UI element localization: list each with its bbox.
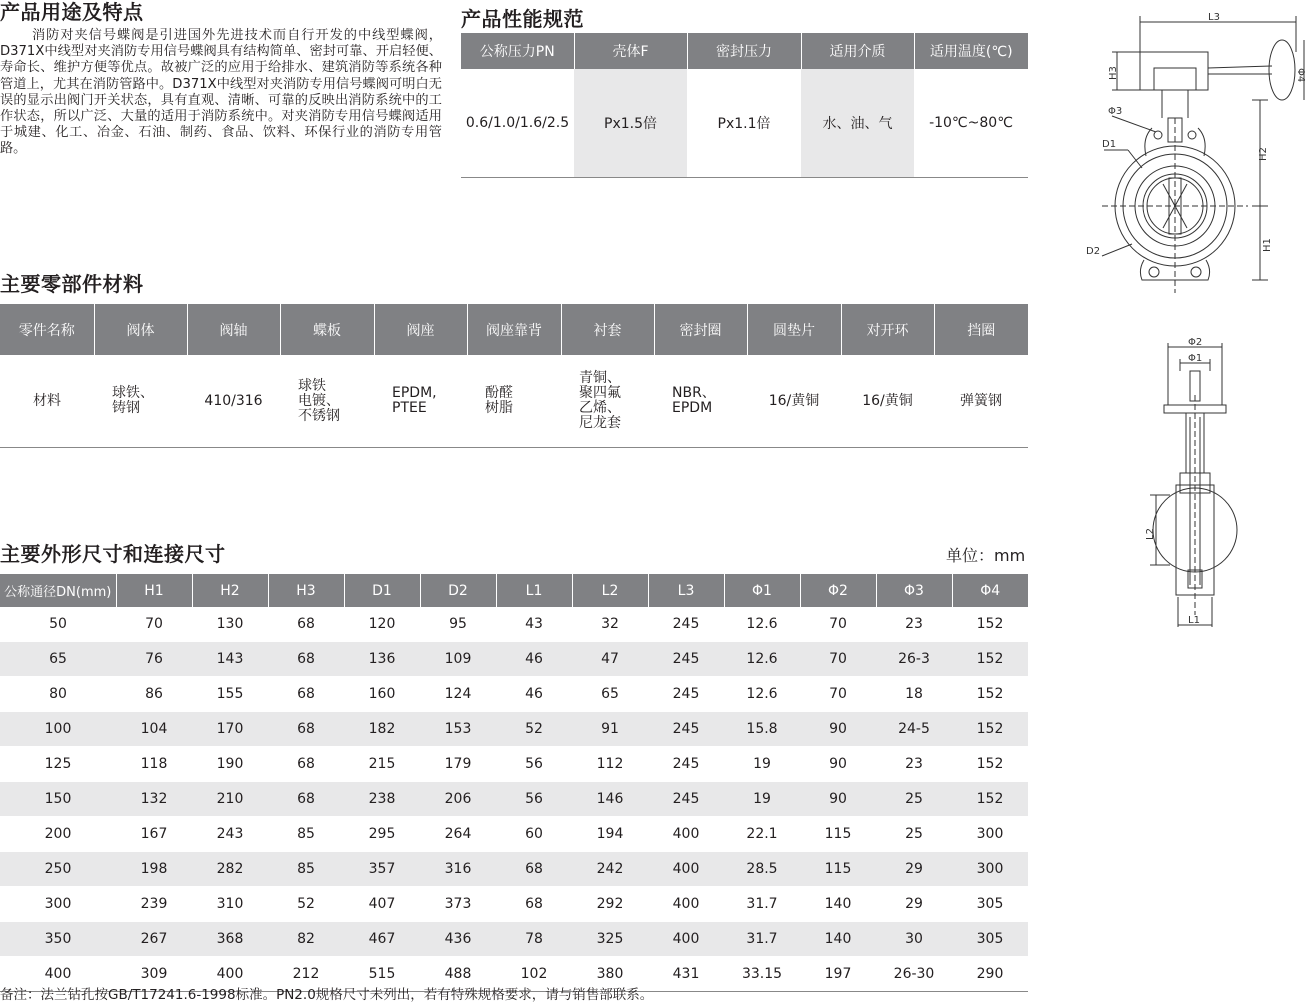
- label-L1: L1: [1188, 615, 1200, 626]
- dimensions-cell: 30: [876, 922, 952, 957]
- dimensions-cell: 194: [572, 817, 648, 852]
- dimensions-cell: 46: [496, 642, 572, 677]
- spec-header: 适用介质: [801, 33, 914, 69]
- dimensions-cell: 212: [268, 957, 344, 992]
- dimensions-cell: 153: [420, 712, 496, 747]
- dimensions-cell: 206: [420, 782, 496, 817]
- dimensions-cell: 357: [344, 852, 420, 887]
- dimensions-cell: 250: [0, 852, 116, 887]
- dimensions-cell: 167: [116, 817, 192, 852]
- dimensions-cell: 238: [344, 782, 420, 817]
- dimensions-cell: 115: [800, 852, 876, 887]
- dimensions-cell: 310: [192, 887, 268, 922]
- materials-cell-line: 不锈钢: [298, 407, 340, 424]
- dimensions-cell: 373: [420, 887, 496, 922]
- valve-side-view-drawing: [1130, 335, 1250, 635]
- dimensions-header: 公称通径DN(mm): [0, 574, 116, 607]
- materials-cell: [841, 355, 934, 448]
- label-phi4: Φ4: [1295, 68, 1306, 83]
- dimensions-cell: 68: [268, 712, 344, 747]
- dimensions-cell: 152: [952, 782, 1028, 817]
- materials-cell-line: EPDM: [672, 400, 713, 416]
- table-row: [0, 747, 1028, 782]
- table-row: [0, 852, 1028, 887]
- dimensions-cell: 90: [800, 782, 876, 817]
- dimensions-cell: 242: [572, 852, 648, 887]
- dimensions-cell: 18: [876, 677, 952, 712]
- label-phi3: Φ3: [1108, 106, 1123, 117]
- materials-header: 零件名称: [0, 304, 94, 355]
- dimensions-cell: 160: [344, 677, 420, 712]
- dimensions-cell: 182: [344, 712, 420, 747]
- dimensions-cell: 65: [0, 642, 116, 677]
- dimensions-cell: 245: [648, 642, 724, 677]
- dimensions-header: L3: [648, 574, 724, 607]
- dimensions-cell: 68: [268, 747, 344, 782]
- dimensions-cell: 309: [116, 957, 192, 992]
- dimensions-cell: 112: [572, 747, 648, 782]
- dimensions-cell: 26-30: [876, 957, 952, 992]
- dimensions-cell: 436: [420, 922, 496, 957]
- dimensions-cell: 24-5: [876, 712, 952, 747]
- label-D1: D1: [1102, 139, 1117, 150]
- materials-cell-line: 酚醛: [485, 385, 513, 401]
- dimensions-cell: 467: [344, 922, 420, 957]
- label-D2: D2: [1086, 246, 1101, 257]
- dimensions-section-title: 主要外形尺寸和连接尺寸: [0, 542, 226, 566]
- spec-cell: Px1.5倍: [574, 69, 687, 178]
- dimensions-cell: 488: [420, 957, 496, 992]
- dimensions-cell: 515: [344, 957, 420, 992]
- dimensions-cell: 267: [116, 922, 192, 957]
- materials-cell-line: 16/黄铜: [768, 392, 820, 409]
- table-row: [0, 782, 1028, 817]
- dimensions-cell: 245: [648, 782, 724, 817]
- dimensions-cell: 368: [192, 922, 268, 957]
- dimensions-cell: 68: [268, 607, 344, 642]
- intro-paragraph: 消防对夹信号蝶阀是引进国外先进技术而自行开发的中线型蝶阀，D371X中线型对夹消防专用信号蝶阀具有结构简单、密封可靠、开启轻便、寿命长、维护方便等优点。故被广泛的应用于给排水、建筑消防等系统各种管道上，尤其在消防管路中。D371X中线型对夹消防专用信号蝶阀可明白无误的显示出阀门开关状态，具有直观、清晰、可靠的反映出消防系统中的工作状态，所以广泛、大量的适用于消防系统中。对夹消防专用信号蝶阀适用于城建、化工、冶金、石油、制药、食品、饮料、环保行业的消防专用管路。: [0, 28, 442, 157]
- dimensions-cell: 245: [648, 712, 724, 747]
- label-L3: L3: [1208, 12, 1220, 23]
- dimensions-cell: 152: [952, 642, 1028, 677]
- dimensions-cell: 407: [344, 887, 420, 922]
- label-H1: H1: [1262, 238, 1273, 252]
- materials-header: 蝶板: [280, 304, 374, 355]
- materials-cell-line: 弹簧钢: [960, 392, 1002, 409]
- dimensions-cell: 155: [192, 677, 268, 712]
- spec-header: 适用温度(℃): [914, 33, 1028, 69]
- dimensions-cell: 140: [800, 887, 876, 922]
- dimensions-cell: 210: [192, 782, 268, 817]
- materials-header: 阀座: [374, 304, 467, 355]
- dimensions-cell: 118: [116, 747, 192, 782]
- unit-label: 单位：mm: [946, 546, 1026, 565]
- dimensions-cell: 68: [496, 852, 572, 887]
- dimensions-cell: 12.6: [724, 607, 800, 642]
- dimensions-cell: 300: [952, 817, 1028, 852]
- dimensions-cell: 19: [724, 747, 800, 782]
- dimensions-cell: 76: [116, 642, 192, 677]
- dimensions-cell: 90: [800, 712, 876, 747]
- dimensions-cell: 68: [268, 782, 344, 817]
- dimensions-cell: 25: [876, 817, 952, 852]
- materials-cell-line: 乙烯、: [579, 400, 621, 416]
- dimensions-cell: 52: [268, 887, 344, 922]
- dimensions-cell: 295: [344, 817, 420, 852]
- spec-header: 密封压力: [687, 33, 801, 69]
- materials-header: 密封圈: [654, 304, 747, 355]
- dimensions-cell: 152: [952, 677, 1028, 712]
- dimensions-cell: 146: [572, 782, 648, 817]
- dimensions-cell: 82: [268, 922, 344, 957]
- dimensions-header: D2: [420, 574, 496, 607]
- dimensions-cell: 12.6: [724, 642, 800, 677]
- materials-cell: [187, 355, 280, 448]
- dimensions-cell: 33.15: [724, 957, 800, 992]
- spec-header: 公称压力PN: [461, 33, 574, 69]
- dimensions-cell: 32: [572, 607, 648, 642]
- dimensions-cell: 431: [648, 957, 724, 992]
- materials-header: 对开环: [841, 304, 934, 355]
- dimensions-cell: 25: [876, 782, 952, 817]
- materials-cell: [934, 355, 1028, 448]
- dimensions-cell: 152: [952, 607, 1028, 642]
- table-row: [0, 817, 1028, 852]
- dimensions-cell: 350: [0, 922, 116, 957]
- dimensions-cell: 78: [496, 922, 572, 957]
- spec-header: 壳体F: [574, 33, 687, 69]
- dimensions-cell: 290: [952, 957, 1028, 992]
- materials-cell: [94, 355, 187, 448]
- dimensions-cell: 179: [420, 747, 496, 782]
- dimensions-cell: 400: [648, 817, 724, 852]
- dimensions-cell: 23: [876, 747, 952, 782]
- dimensions-cell: 100: [0, 712, 116, 747]
- dimensions-cell: 197: [800, 957, 876, 992]
- dimensions-header: Φ2: [800, 574, 876, 607]
- spec-section-title: 产品性能规范: [461, 7, 584, 31]
- dimensions-cell: 120: [344, 607, 420, 642]
- materials-cell-line: 球铁: [298, 377, 326, 394]
- dimensions-cell: 245: [648, 677, 724, 712]
- dimensions-cell: 132: [116, 782, 192, 817]
- materials-cell-line: 电镀、: [298, 392, 340, 409]
- dimensions-cell: 90: [800, 747, 876, 782]
- dimensions-header: H2: [192, 574, 268, 607]
- label-H2: H2: [1258, 147, 1269, 161]
- label-phi2: Φ2: [1188, 337, 1203, 348]
- table-row: [0, 677, 1028, 712]
- dimensions-cell: 86: [116, 677, 192, 712]
- dimensions-cell: 109: [420, 642, 496, 677]
- dimensions-cell: 136: [344, 642, 420, 677]
- dimensions-cell: 125: [0, 747, 116, 782]
- table-row: [0, 642, 1028, 677]
- dimensions-cell: 124: [420, 677, 496, 712]
- dimensions-cell: 400: [0, 957, 116, 992]
- materials-section-title: 主要零部件材料: [0, 272, 144, 296]
- materials-header: 挡圈: [934, 304, 1028, 355]
- dimensions-cell: 43: [496, 607, 572, 642]
- dimensions-cell: 152: [952, 712, 1028, 747]
- materials-cell: [280, 355, 374, 448]
- materials-cell-line: 铸钢: [112, 400, 140, 416]
- dimensions-cell: 400: [648, 852, 724, 887]
- dimensions-cell: 70: [800, 642, 876, 677]
- dimensions-cell: 215: [344, 747, 420, 782]
- dimensions-header: L1: [496, 574, 572, 607]
- dimensions-cell: 31.7: [724, 887, 800, 922]
- dimensions-header: Φ4: [952, 574, 1028, 607]
- dimensions-cell: 380: [572, 957, 648, 992]
- dimensions-cell: 70: [116, 607, 192, 642]
- table-row: [0, 607, 1028, 642]
- materials-header: 阀座靠背: [467, 304, 561, 355]
- materials-cell-line: 青铜、: [579, 370, 621, 386]
- dimensions-cell: 31.7: [724, 922, 800, 957]
- dimensions-cell: 143: [192, 642, 268, 677]
- handwheel: [1269, 40, 1295, 100]
- dimensions-header: H1: [116, 574, 192, 607]
- dimensions-cell: 46: [496, 677, 572, 712]
- dimensions-cell: 80: [0, 677, 116, 712]
- dimensions-cell: 56: [496, 747, 572, 782]
- dimensions-cell: 50: [0, 607, 116, 642]
- label-phi1: Φ1: [1188, 353, 1203, 364]
- dimensions-cell: 70: [800, 607, 876, 642]
- dimensions-header: H3: [268, 574, 344, 607]
- dimensions-cell: 245: [648, 607, 724, 642]
- dimensions-cell: 91: [572, 712, 648, 747]
- materials-cell: [467, 355, 561, 448]
- dimensions-cell: 95: [420, 607, 496, 642]
- materials-cell-line: 尼龙套: [579, 415, 621, 431]
- dimensions-cell: 26-3: [876, 642, 952, 677]
- spec-cell: Px1.1倍: [687, 69, 801, 178]
- spec-cell: -10℃~80℃: [914, 69, 1028, 178]
- dimensions-cell: 22.1: [724, 817, 800, 852]
- dimensions-cell: 65: [572, 677, 648, 712]
- materials-cell-line: NBR、: [672, 385, 716, 401]
- materials-cell: [561, 355, 654, 448]
- dimensions-cell: 68: [268, 642, 344, 677]
- materials-header: 圆垫片: [747, 304, 841, 355]
- dimensions-cell: 243: [192, 817, 268, 852]
- dimensions-cell: 400: [648, 922, 724, 957]
- dimensions-cell: 150: [0, 782, 116, 817]
- dimensions-cell: 52: [496, 712, 572, 747]
- dimensions-cell: 28.5: [724, 852, 800, 887]
- dimensions-cell: 190: [192, 747, 268, 782]
- handle-body: [1140, 52, 1208, 90]
- dimensions-cell: 102: [496, 957, 572, 992]
- dimensions-header: Φ3: [876, 574, 952, 607]
- dimensions-cell: 239: [116, 887, 192, 922]
- dimensions-cell: 68: [496, 887, 572, 922]
- dimensions-cell: 19: [724, 782, 800, 817]
- dimensions-cell: 104: [116, 712, 192, 747]
- dimensions-cell: 282: [192, 852, 268, 887]
- materials-cell-line: 聚四氟: [579, 385, 621, 401]
- dimensions-cell: 300: [952, 852, 1028, 887]
- materials-header: 阀体: [94, 304, 187, 355]
- footnote: 备注：法兰钻孔按GB/T17241.6-1998标准。PN2.0规格尺寸未列出，若有特殊规格要求，请与销售部联系。: [0, 987, 654, 1003]
- materials-cell-line: 树脂: [485, 400, 513, 416]
- usage-section-title: 产品用途及特点: [0, 0, 144, 24]
- table-row: [0, 712, 1028, 747]
- dimensions-cell: 60: [496, 817, 572, 852]
- dimensions-cell: 400: [648, 887, 724, 922]
- spec-cell: 水、油、气: [801, 69, 914, 178]
- materials-header: 衬套: [561, 304, 654, 355]
- dimensions-cell: 170: [192, 712, 268, 747]
- dimensions-cell: 29: [876, 852, 952, 887]
- materials-cell-line: EPDM,: [392, 385, 437, 401]
- dimensions-cell: 316: [420, 852, 496, 887]
- dimensions-table: [0, 574, 1028, 992]
- dimensions-cell: 70: [800, 677, 876, 712]
- dimensions-cell: 130: [192, 607, 268, 642]
- dimensions-cell: 85: [268, 817, 344, 852]
- dimensions-cell: 200: [0, 817, 116, 852]
- label-L2: L2: [1145, 528, 1156, 540]
- dimensions-cell: 152: [952, 747, 1028, 782]
- materials-table: [0, 304, 1028, 448]
- materials-cell: [747, 355, 841, 448]
- dimensions-cell: 47: [572, 642, 648, 677]
- dimensions-cell: 12.6: [724, 677, 800, 712]
- materials-cell-line: PTEE: [392, 400, 427, 416]
- dimensions-cell: 68: [268, 677, 344, 712]
- materials-cell-line: 16/黄铜: [862, 392, 913, 409]
- valve-front-view-drawing: [1082, 8, 1312, 298]
- dimensions-cell: 264: [420, 817, 496, 852]
- dimensions-cell: 400: [192, 957, 268, 992]
- dimensions-cell: 292: [572, 887, 648, 922]
- dimensions-cell: 115: [800, 817, 876, 852]
- dimensions-cell: 305: [952, 922, 1028, 957]
- spec-cell: 0.6/1.0/1.6/2.5: [461, 69, 574, 178]
- dimensions-header: D1: [344, 574, 420, 607]
- dimensions-cell: 85: [268, 852, 344, 887]
- dimensions-cell: 198: [116, 852, 192, 887]
- dimensions-header: Φ1: [724, 574, 800, 607]
- table-row: [0, 887, 1028, 922]
- materials-cell: [374, 355, 467, 448]
- materials-header: 阀轴: [187, 304, 280, 355]
- materials-row-label: 材料: [0, 355, 94, 448]
- dimensions-header: L2: [572, 574, 648, 607]
- dimensions-cell: 29: [876, 887, 952, 922]
- dimensions-cell: 325: [572, 922, 648, 957]
- dimensions-cell: 140: [800, 922, 876, 957]
- spec-table: [461, 33, 1028, 178]
- label-H3: H3: [1108, 66, 1119, 80]
- table-row: [0, 922, 1028, 957]
- materials-cell-line: 410/316: [204, 392, 263, 409]
- dimensions-cell: 305: [952, 887, 1028, 922]
- dimensions-cell: 23: [876, 607, 952, 642]
- dimensions-cell: 300: [0, 887, 116, 922]
- materials-cell-line: 球铁、: [112, 385, 154, 401]
- materials-cell: [654, 355, 747, 448]
- dimensions-cell: 15.8: [724, 712, 800, 747]
- dimensions-cell: 245: [648, 747, 724, 782]
- dimensions-cell: 56: [496, 782, 572, 817]
